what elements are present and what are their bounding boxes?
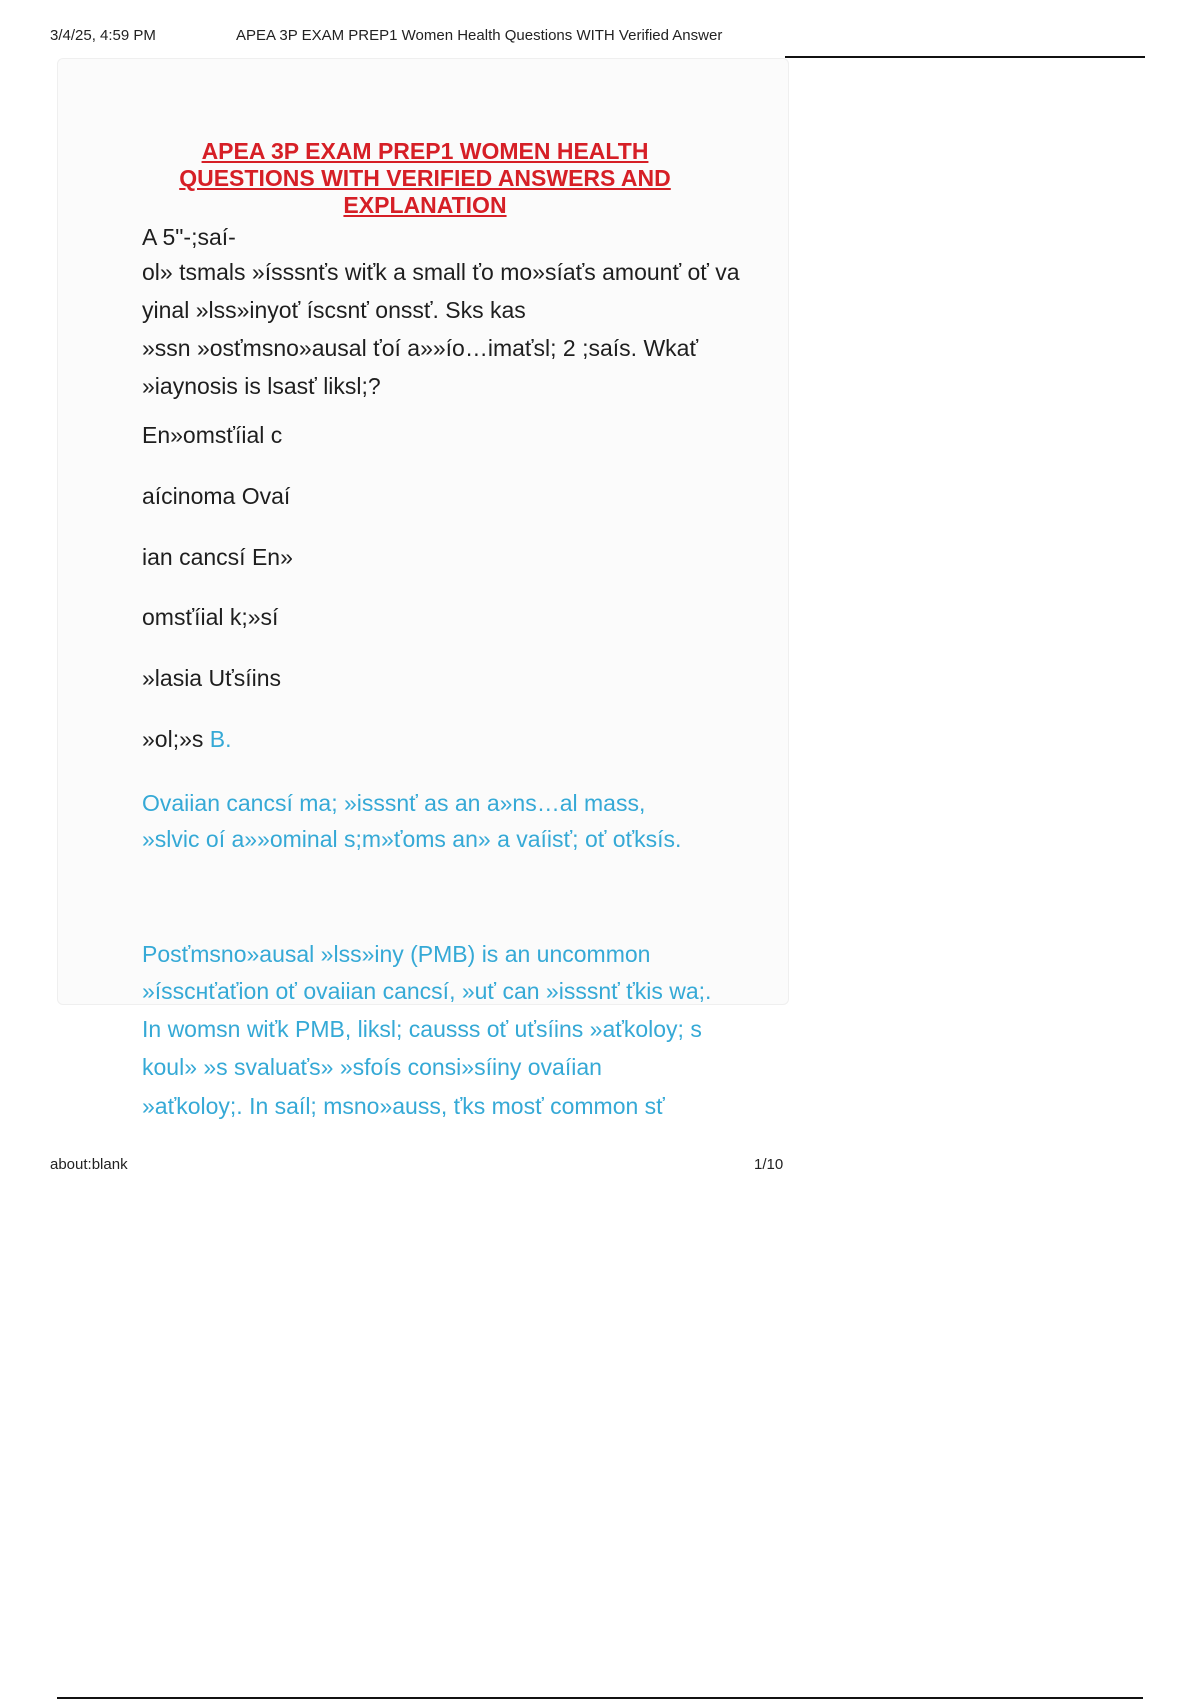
- bottom-rule: [57, 1697, 1143, 1699]
- page-number: 1/10: [754, 1156, 784, 1173]
- explanation-line: Ovaiian cancsí ma; »isssnť as an a»ns…al mass,: [142, 790, 646, 816]
- option-line: ian cancsí En»: [142, 544, 293, 570]
- explanation-line: »aťkoloy;. In saíl; msno»auss, ťks mosť common sť: [142, 1093, 665, 1119]
- print-date-time: 3/4/25, 4:59 PM: [50, 27, 156, 44]
- question-line: ol» tsmals »ísssnťs wiťk a small ťo mo»síaťs amounť oť va: [142, 259, 740, 285]
- title-line: QUESTIONS WITH VERIFIED ANSWERS AND: [179, 165, 671, 191]
- question-line: »iaynosis is lsasť liksl;?: [142, 373, 381, 399]
- title-line: EXPLANATION: [343, 192, 507, 218]
- answer-line: [142, 726, 232, 753]
- option-line: aícinoma Ovaí: [142, 483, 291, 509]
- document-title: [150, 138, 700, 219]
- option-line: »lasia Uťsíins: [142, 665, 282, 691]
- question-line: »ssn »osťmsno»ausal ťoí a»»ío…imaťsl; 2 ;saís. Wkať: [142, 335, 699, 361]
- question-line: A 5"-;saí-: [142, 224, 236, 250]
- title-line: APEA 3P EXAM PREP1 WOMEN HEALTH: [201, 138, 649, 164]
- explanation-line: In womsn wiťk PMB, liksl; causss oť uťsíins »aťkoloy; s: [142, 1016, 702, 1042]
- explanation-line: »íssснťaťion oť ovaiian cancsí, »uť can »isssnť ťkis wa;.: [142, 978, 712, 1004]
- option-line: »ol;»s: [142, 726, 204, 752]
- option-line: En»omsťíial c: [142, 422, 283, 448]
- explanation-line: »slvic oí a»»ominal s;m»ťoms an» a vaíisť; oť oťksís.: [142, 826, 682, 852]
- header-rule: [785, 56, 1145, 58]
- explanation-line: koul» »s svaluaťs» »sfoís consi»síiny ovaíian: [142, 1054, 602, 1080]
- question-line: yinal »lss»inyoť íscsnť onssť. Sks kas: [142, 297, 526, 323]
- footer-url: about:blank: [50, 1156, 128, 1173]
- explanation-line: Posťmsno»ausal »lss»iny (PMB) is an uncommon: [142, 941, 651, 967]
- print-page-title: APEA 3P EXAM PREP1 Women Health Questions WITH Verified Answer: [236, 27, 723, 44]
- answer-letter: B.: [209, 726, 232, 752]
- option-line: omsťíial k;»sí: [142, 604, 279, 630]
